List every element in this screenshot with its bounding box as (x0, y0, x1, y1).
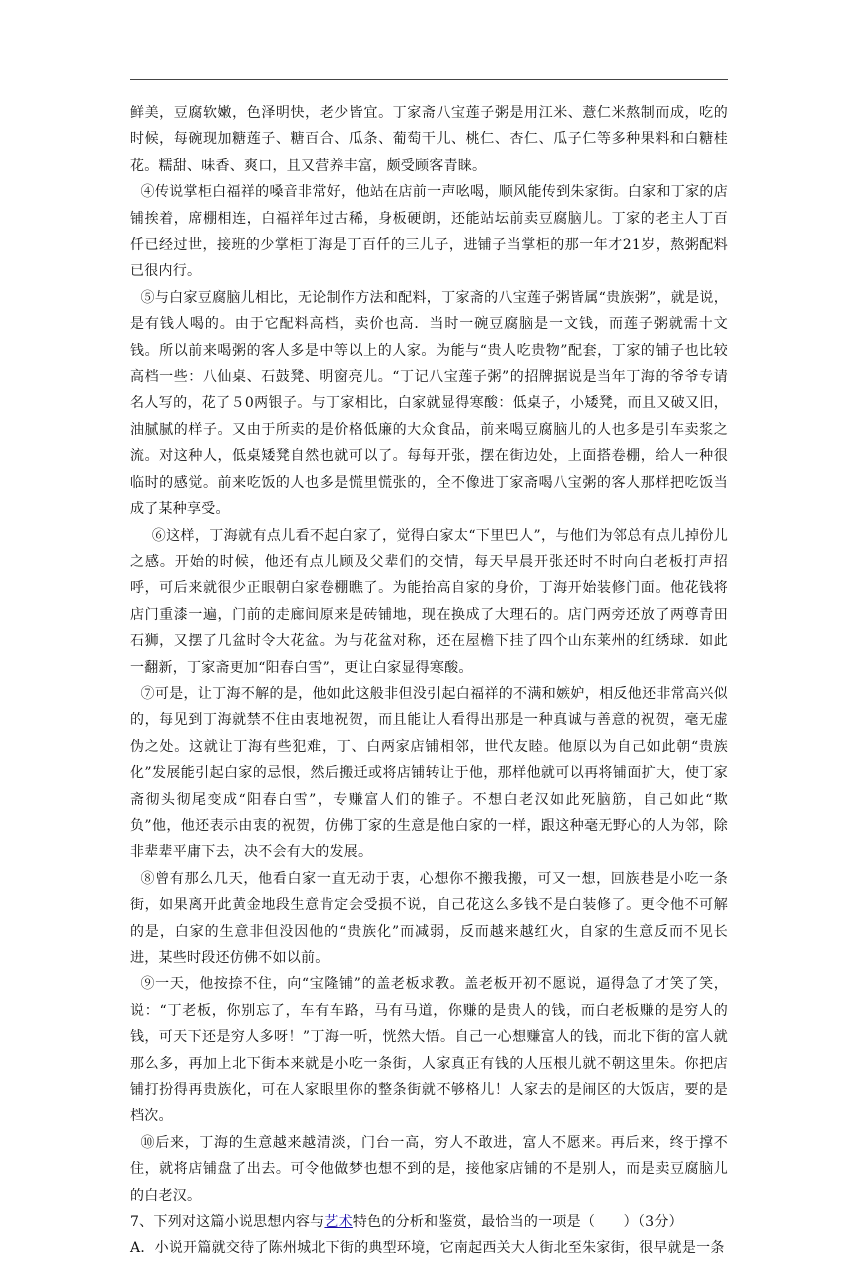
art-link[interactable]: 艺术 (324, 1214, 353, 1231)
option-a: A．小说开篇就交待了陈州城北下街的典型环境，它南起西关大人街北至朱家街，很早就是一条 (130, 1240, 725, 1257)
paragraph-9: ⑨一天，他按捺不住，向“宝隆铺”的盖老板求教。盖老板开初不愿说，逼得急了才笑了笑，说：“丁老板，你别忘了，车有车路，马有马道，你赚的是贵人的钱，而白老板赚的是穷人的钱，可天下还是穷人多呀！”丁海一听，恍然大悟。自己一心想赚富人的钱，而北下街的富人就那么多，再加上北下街本来就是小吃一条街，人家真正有钱的人压根儿就不朝这里朱。你把店铺打扮得再贵族化，可在人家眼里你的整条街就不够格儿！人家去的是闹区的大饭店，要的是档次。 (130, 976, 728, 1125)
paragraph-7: ⑦可是，让丁海不解的是，他如此这般非但没引起白福祥的不满和嫉妒，相反他还非常高兴似的，每见到丁海就禁不住由衷地祝贺，而且能让人看得出那是一种真诚与善意的祝贺，毫无虚伪之处。这就让丁海有些犯难，丁、白两家店铺相邻，世代友睦。他原以为自己如此朝“贵族化”发展能引起白家的忌恨，然后搬迁或将店铺转让于他，那样他就可以再将铺面扩大，使丁家斋彻头彻尾变成“阳春白雪”，专赚富人们的锥子。不想白老汉如此死脑筋，自己如此“欺负”他，他还表示由衷的祝贺，仿佛丁家的生意是他白家的一样，跟这种毫无野心的人为邻，除非辈辈平庸下去，决不会有大的发展。 (130, 685, 728, 861)
paragraph-10: ⑩后来，丁海的生意越来越清淡，门台一高，穷人不敢进，富人不愿来。再后来，终于撑不住，就将店铺盘了出去。可令他做梦也想不到的是，接他家店铺的不是别人，而是卖豆腐脑儿的白老汉。 (130, 1134, 728, 1204)
paragraph-4: ④传说掌柜白福祥的嗓音非常好，他站在店前一声吆喝，顺风能传到朱家街。白家和丁家的店铺挨着，席棚相连，白福祥年过古稀，身板硬朗，还能站坛前卖豆腐脑儿。丁家的老主人丁百仟已经过世，接班的少掌柜丁海是丁百仟的三儿子，进铺子当掌柜的那一年才21岁，熬粥配料已很内行。 (130, 184, 728, 280)
article-body (130, 100, 728, 1262)
question-7 (130, 1209, 728, 1235)
paragraph-6: ⑥这样，丁海就有点儿看不起白家了，觉得白家太“下里巴人”，与他们为邻总有点儿掉份儿之感。开始的时候，他还有点儿顾及父辈们的交情，每天早晨开张还时不时向白老板打声招呼，可后来就很少正眼朝白家卷棚瞧了。为能抬高自家的身价，丁海开始装修门面。他花钱将店门重漆一遍，门前的走廊间原来是砖铺地，现在换成了大理石的。店门两旁还放了两尊青田石狮，又摆了几盆时令大花盆。为与花盆对称，还在屋檐下挂了四个山东莱州的红绣球．如此一翻新，丁家斋更加“阳春白雪”，更让白家显得寒酸。 (130, 527, 728, 676)
header-rule (130, 79, 728, 80)
question-7-suffix: 特色的分析和鉴赏，最恰当的一项是（ ）（3分） (352, 1214, 683, 1231)
paragraph-8: ⑧曾有那么几天，他看白家一直无动于衷，心想你不搬我搬，可又一想，回族巷是小吃一条街，如果离开此黄金地段生意肯定会受损不说，自己花这么多钱不是白装修了。更令他不可解的是，白家的生意非但没因他的“贵族化”而减弱，反而越来越红火，自家的生意反而不见长进，某些时段还仿佛不如以前。 (130, 870, 728, 966)
paragraph-5: ⑤与白家豆腐脑儿相比，无论制作方法和配料，丁家斋的八宝莲子粥皆属“贵族粥”，就是说，是有钱人喝的。由于它配料高档，卖价也高．当时一碗豆腐脑是一文钱，而莲子粥就需十文钱。所以前来喝粥的客人多是中等以上的人家。为能与“贵人吃贵物”配套，丁家的铺子也比较高档一些：八仙桌、石鼓凳、明窗亮儿。“丁记八宝莲子粥”的招牌据说是当年丁海的爷爷专请名人写的，花了５0两银子。与丁家相比，白家就显得寒酸：低桌子，小矮凳，而且又破又旧，油腻腻的样子。又由于所卖的是价格低廉的大众食品，前来喝豆腐脑儿的人也多是引车卖浆之流。对这种人，低桌矮凳自然也就可以了。每每开张，摆在街边处，上面搭卷棚，给人一种很临时的感觉。前来吃饭的人也多是慌里慌张的，全不像进丁家斋喝八宝粥的客人那样把吃饭当成了某种享受。 (130, 289, 728, 518)
paragraph-3-continued: 鲜美，豆腐软嫩，色泽明快，老少皆宜。丁家斋八宝莲子粥是用江米、薏仁米熬制而成，吃的时候，每碗现加糖莲子、糖百合、瓜条、葡萄干儿、桃仁、杏仁、瓜子仁等多种果料和白糖桂花。糯甜、味香、爽口，且又营养丰富，颇受顾客青睐。 (130, 105, 728, 174)
question-7-prefix: 7、下列对这篇小说思想内容与 (130, 1214, 325, 1231)
